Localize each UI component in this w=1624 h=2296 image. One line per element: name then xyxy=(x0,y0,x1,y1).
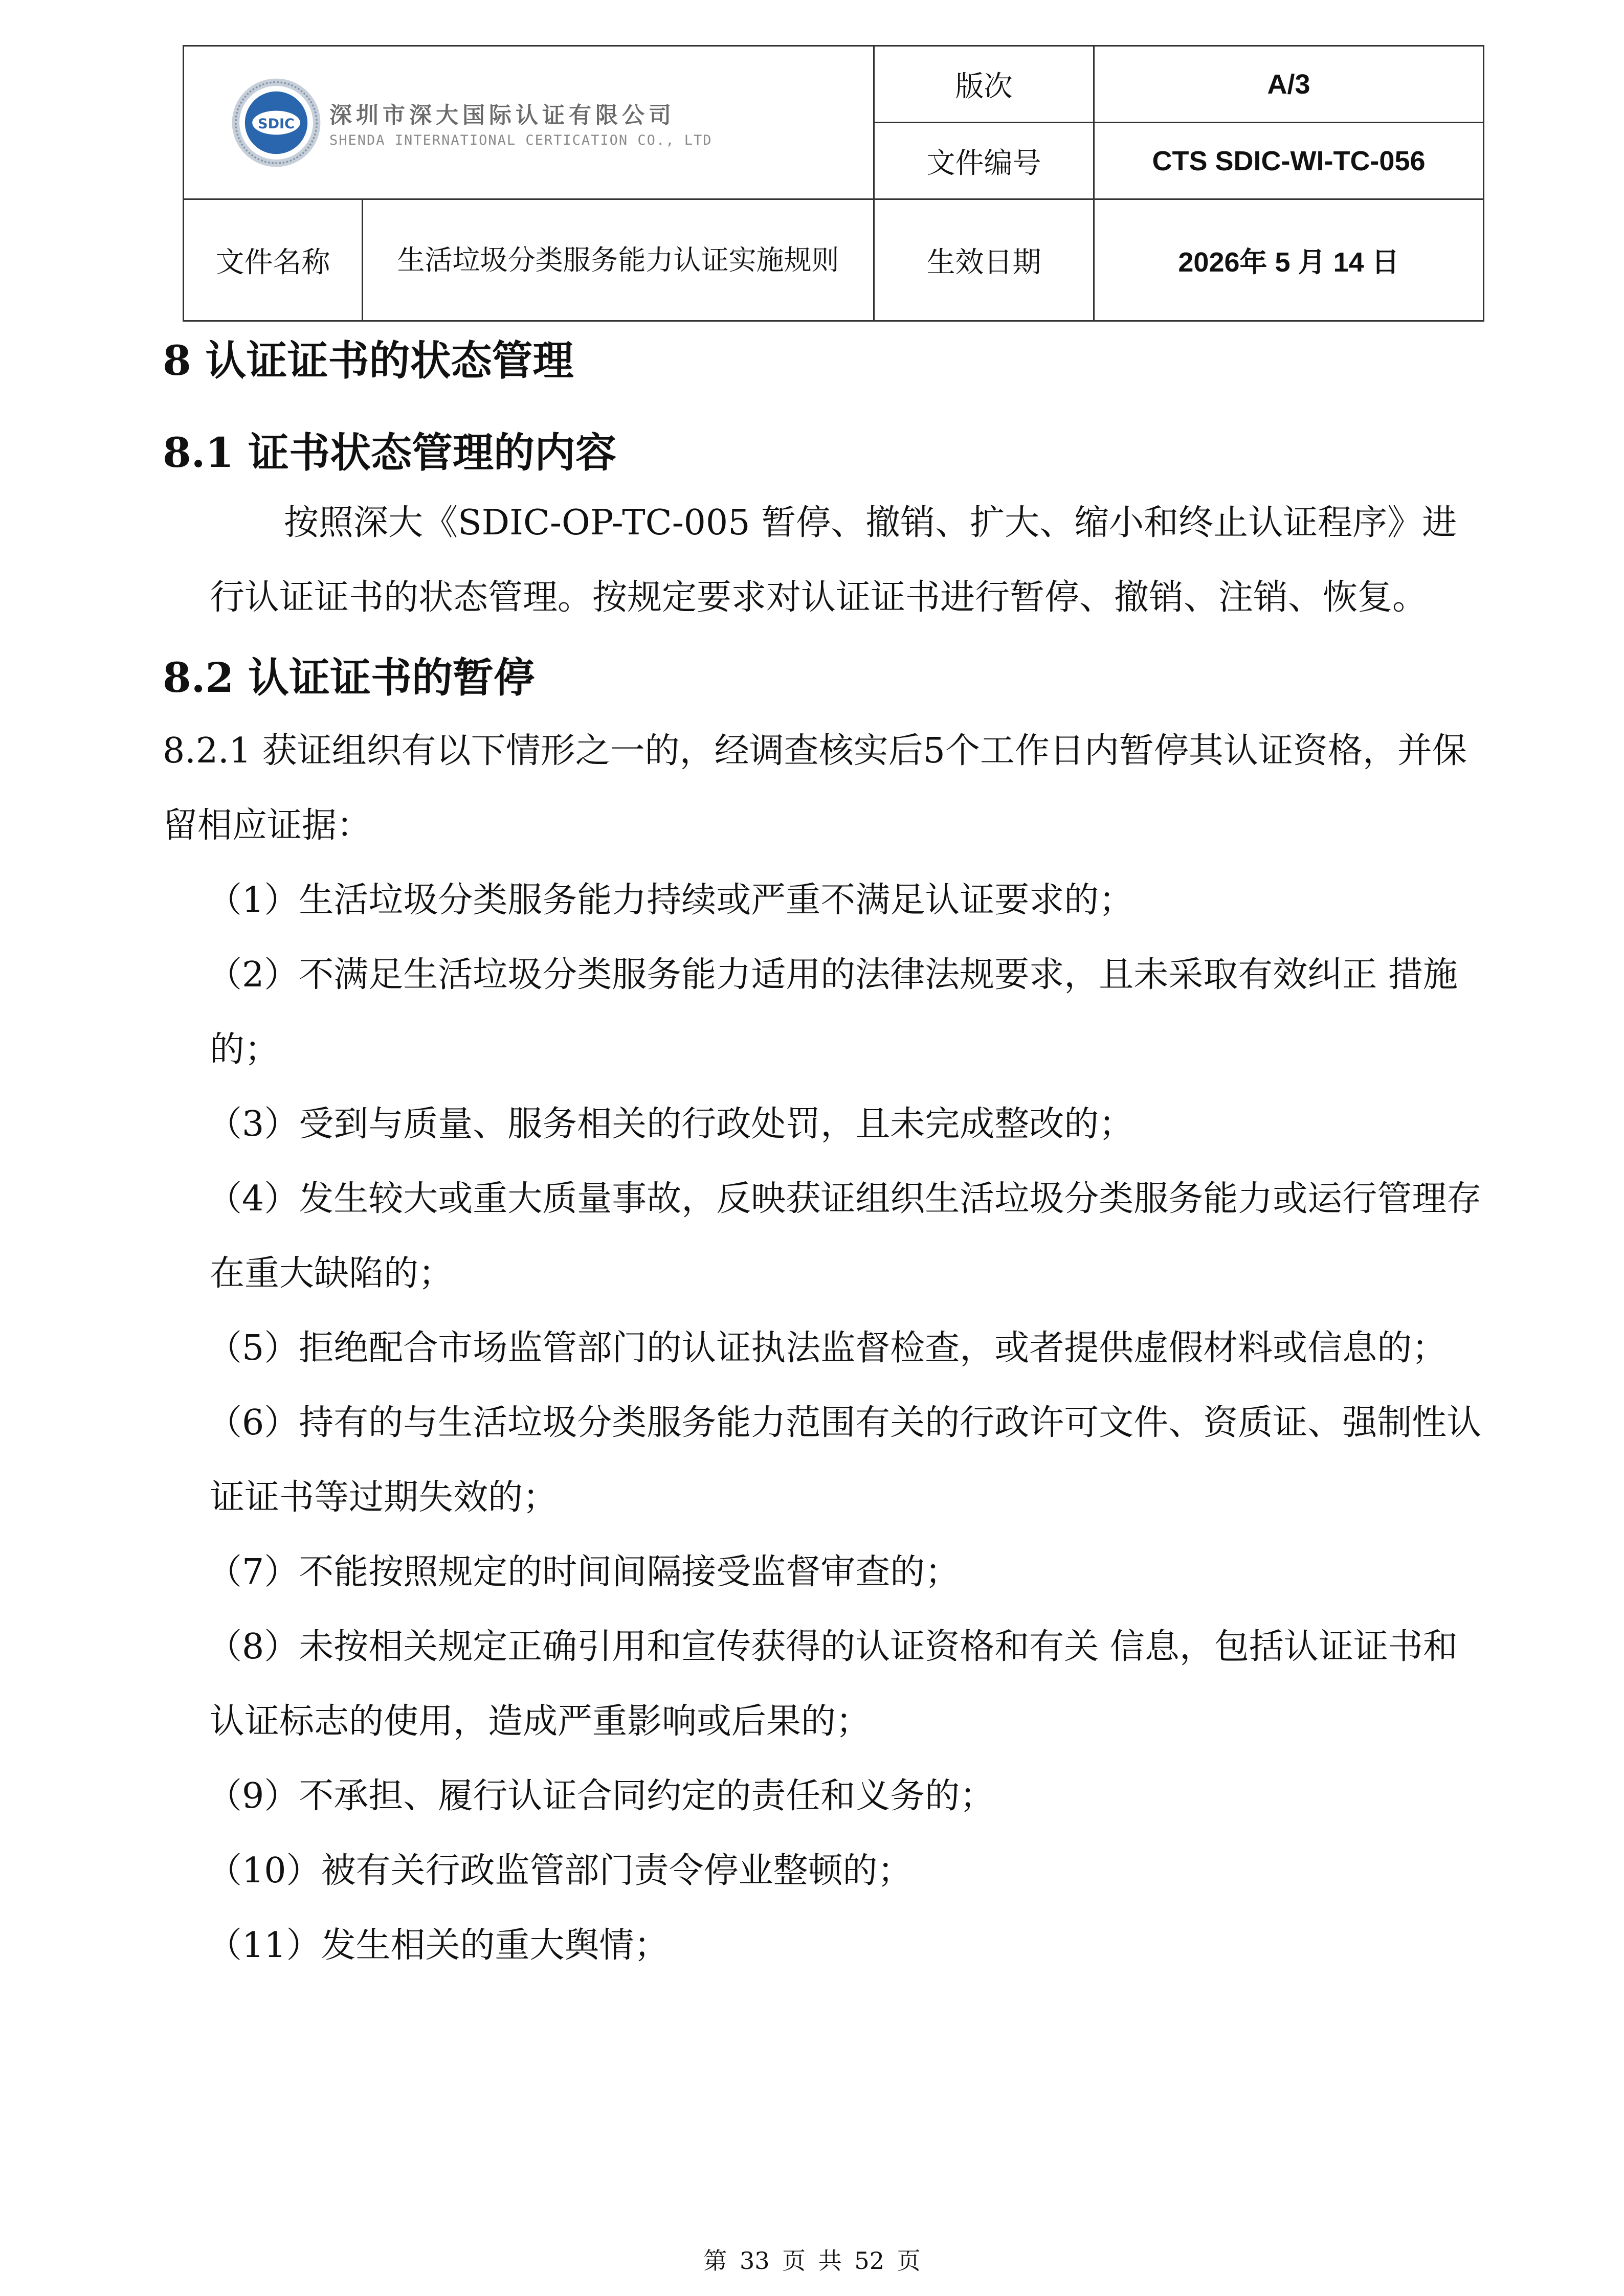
list-item: （8）未按相关规定正确引用和宣传获得的认证资格和有关 信息，包括认证证书和认证标志的使用，造成严重影响或后果的； xyxy=(207,1627,1458,1742)
page-number-footer: 第 33 页 共 52 页 xyxy=(703,2247,921,2275)
document-header-table xyxy=(183,45,1484,322)
section-heading-8-1: 8.1 证书状态管理的内容 xyxy=(163,429,617,477)
document-body xyxy=(163,327,1482,1983)
suspension-conditions-list xyxy=(163,863,1482,1983)
list-item: （10）被有关行政监管部门责令停业整顿的； xyxy=(207,1851,913,1891)
list-item: （3）受到与质量、服务相关的行政处罚，且未完成整改的； xyxy=(207,1104,1134,1144)
company-name-en: SHENDA INTERNATIONAL CERTICATION CO., LTD xyxy=(329,132,713,148)
list-item: （4）发生较大或重大质量事故，反映获证组织生活垃圾分类服务能力或运行管理存在重大缺陷的； xyxy=(207,1179,1482,1294)
company-name-cn: 深圳市深大国际认证有限公司 xyxy=(329,102,675,128)
section-heading-8-2: 8.2 认证证书的暂停 xyxy=(163,654,535,702)
doc-number-label: 文件编号 xyxy=(874,123,1094,199)
list-item: （2）不满足生活垃圾分类服务能力适用的法律法规要求，且未采取有效纠正 措施的； xyxy=(207,955,1458,1070)
doc-name-value: 生活垃圾分类服务能力认证实施规则 xyxy=(363,199,874,321)
company-logo-cell xyxy=(184,46,874,199)
doc-number-value: CTS SDIC-WI-TC-056 xyxy=(1094,123,1484,199)
logo-mark: SDIC xyxy=(258,116,295,132)
chapter-heading: 8 认证证书的状态管理 xyxy=(163,336,574,385)
list-item: （5）拒绝配合市场监管部门的认证执法监督检查，或者提供虚假材料或信息的； xyxy=(207,1328,1447,1368)
list-item: （9）不承担、履行认证合同约定的责任和义务的； xyxy=(207,1776,995,1816)
list-item: （11）发生相关的重大舆情； xyxy=(207,1925,669,1966)
effective-date-label: 生效日期 xyxy=(874,199,1094,321)
list-item: （1）生活垃圾分类服务能力持续或严重不满足认证要求的； xyxy=(207,880,1134,920)
list-item: （6）持有的与生活垃圾分类服务能力范围有关的行政许可文件、资质证、强制性认证证书等过期失效的； xyxy=(207,1403,1482,1518)
list-item: （7）不能按照规定的时间间隔接受监督审查的； xyxy=(207,1552,960,1592)
section-8-1-paragraph: 按照深大《SDIC-OP-TC-005 暂停、撤销、扩大、缩小和终止认证程序》进行认证证书的状态管理。按规定要求对认证证书进行暂停、撤销、注销、恢复。 xyxy=(210,503,1457,618)
version-label: 版次 xyxy=(874,46,1094,123)
doc-name-label: 文件名称 xyxy=(184,199,363,321)
effective-date-value: 2026年 5 月 14 日 xyxy=(1094,199,1484,321)
clause-8-2-1: 8.2.1 获证组织有以下情形之一的，经调查核实后5个工作日内暂停其认证资格，并保留相应证据： xyxy=(163,731,1467,846)
version-value: A/3 xyxy=(1094,46,1484,123)
company-seal-icon xyxy=(230,77,322,169)
